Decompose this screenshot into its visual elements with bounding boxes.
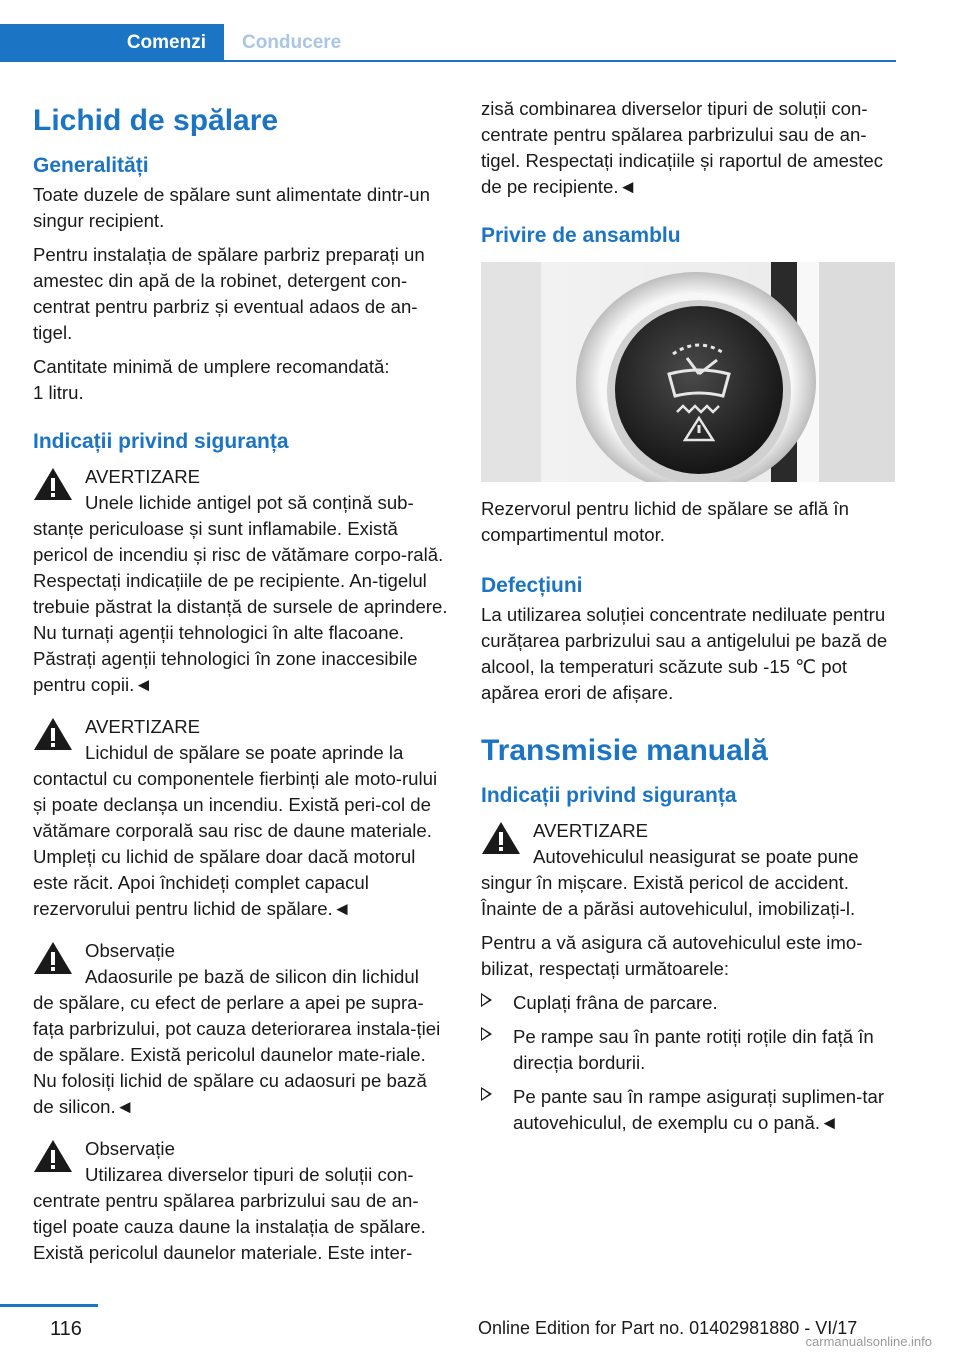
note-text xyxy=(33,964,449,1120)
section-title-washer-fluid: Lichid de spălare xyxy=(33,104,279,137)
heading-defects: Defecțiuni xyxy=(481,574,583,597)
page-number-rule xyxy=(0,1304,98,1307)
left-column xyxy=(33,96,449,1274)
list-item-text: Cuplați frâna de parcare. xyxy=(513,992,718,1013)
header-tabs xyxy=(0,24,896,62)
watermark: carmanualsonline.info xyxy=(805,1334,932,1349)
washer-fluid-cap-icon xyxy=(481,262,895,482)
heading-safety: Indicații privind siguranța xyxy=(33,430,289,453)
warning-triangle-icon xyxy=(33,940,73,976)
note-title: Observație xyxy=(85,940,175,961)
note-first-line: Adaosurile pe bază de silicon din lichidul xyxy=(85,966,419,987)
warning-block xyxy=(481,818,897,922)
warning-rest: stanțe periculoase și sunt inflamabile. Există pericol de incendiu și risc de vătămare corpo-rală. Respectați indicațiile de pe recipiente. An-tigelul trebuie păstrat la distanță de sursele de aprindere. Nu turnați agenții tehnologici în alte flacoane. Păstrați agenții tehnologici în zone inaccesibile pentru copii.◄ xyxy=(33,518,448,695)
warning-first-line: Unele lichide antigel pot să conțină sub- xyxy=(85,492,414,513)
warning-rest: singur în mișcare. Există pericol de accident. Înainte de a părăsi autovehiculul, imobilizați-l. xyxy=(481,872,856,919)
warning-first-line: Autovehiculul neasigurat se poate pune xyxy=(533,846,859,867)
list-item-text: Pe pante sau în rampe asigurați suplimen-tar autovehiculul, de exemplu cu o pană.◄ xyxy=(513,1086,885,1133)
continuation-paragraph: zisă combinarea diverselor tipuri de soluții con-centrate pentru spălarea parbrizului sau de an-tigel. Respectați indicațiile și raportul de amestec de pe recipiente.◄ xyxy=(481,98,884,197)
warning-text xyxy=(481,844,897,922)
heading-general: Generalități xyxy=(33,154,149,177)
note-block xyxy=(33,938,449,1120)
warning-title: AVERTIZARE xyxy=(85,466,201,487)
general-paragraph-3 xyxy=(33,354,449,406)
warning-text xyxy=(33,740,449,922)
list-item xyxy=(481,1084,897,1136)
tab-conducere[interactable]: Conducere xyxy=(242,32,342,53)
min-fill-value: 1 litru. xyxy=(33,382,84,403)
note-rest: centrate pentru spălarea parbrizului sau de an-tigel poate cauza daune la instalația de spălare. Există pericolul daunelor materiale. Este inter- xyxy=(33,1190,426,1263)
warning-block xyxy=(33,714,449,922)
list-item-text: Pe rampe sau în pante rotiți roțile din față în direcția bordurii. xyxy=(513,1026,874,1073)
warning-text xyxy=(33,490,449,698)
note-first-line: Utilizarea diverselor tipuri de soluții con- xyxy=(85,1164,414,1185)
note-block xyxy=(33,1136,449,1266)
min-fill-label: Cantitate minimă de umplere recomandată: xyxy=(33,356,390,377)
section-title-manual-transmission: Transmisie manuală xyxy=(481,734,768,767)
washer-reservoir-photo xyxy=(481,262,895,482)
defects-paragraph: La utilizarea soluției concentrate nediluate pentru curățarea parbrizului sau a antigelului pe bază de alcool, la temperaturi scăzute sub -15 ℃ pot apărea erori de afișare. xyxy=(481,604,888,703)
note-text xyxy=(33,1162,449,1266)
warning-triangle-icon xyxy=(33,466,73,502)
general-paragraph-1: Toate duzele de spălare sunt alimentate dintr-un singur recipient. xyxy=(33,184,430,231)
warning-block xyxy=(33,464,449,698)
warning-first-line: Lichidul de spălare se poate aprinde la xyxy=(85,742,404,763)
warning-triangle-icon xyxy=(481,820,521,856)
bullet-list xyxy=(481,990,897,1136)
warning-title: AVERTIZARE xyxy=(533,820,649,841)
right-column xyxy=(481,96,897,1144)
photo-caption: Rezervorul pentru lichid de spălare se află în compartimentul motor. xyxy=(481,498,849,545)
page-number: 116 xyxy=(50,1318,82,1340)
warning-rest: contactul cu componentele fierbinți ale moto-rului și poate declanșa un incendiu. Există peri-col de vătămare corporală sau risc de daune materiale. Umpleți cu lichid de spălare doar dacă motorul este răcit. Apoi închideți complet capacul rezervorului pentru lichid de spălare.◄ xyxy=(33,768,438,919)
heading-overview: Privire de ansamblu xyxy=(481,224,681,247)
list-item xyxy=(481,990,897,1016)
list-item xyxy=(481,1024,897,1076)
general-paragraph-2: Pentru instalația de spălare parbriz preparați un amestec din apă de la robinet, detergent con-centrat pentru parbriz și eventual adaos de an-tigel. xyxy=(33,244,425,343)
warning-triangle-icon xyxy=(33,1138,73,1174)
warning-title: AVERTIZARE xyxy=(85,716,201,737)
intro-paragraph: Pentru a vă asigura că autovehiculul este imo-bilizat, respectați următoarele: xyxy=(481,932,863,979)
bullet-arrow-icon xyxy=(481,1087,492,1101)
tab-comenzi[interactable]: Comenzi xyxy=(0,24,224,62)
bullet-arrow-icon xyxy=(481,1027,492,1041)
edition-footer: Online Edition for Part no. 01402981880 - VI/17 xyxy=(478,1318,858,1338)
warning-triangle-icon xyxy=(33,716,73,752)
note-title: Observație xyxy=(85,1138,175,1159)
note-rest: de spălare, cu efect de perlare a apei pe supra-fața parbrizului, pot cauza deteriorarea instala-ției de spălare. Există pericolul daunelor mate-riale. Nu folosiți lichid de spălare cu adaosuri pe bază de silicon.◄ xyxy=(33,992,441,1117)
heading-safety-transmission: Indicații privind siguranța xyxy=(481,784,737,807)
header-rule xyxy=(0,60,896,62)
bullet-arrow-icon xyxy=(481,993,492,1007)
